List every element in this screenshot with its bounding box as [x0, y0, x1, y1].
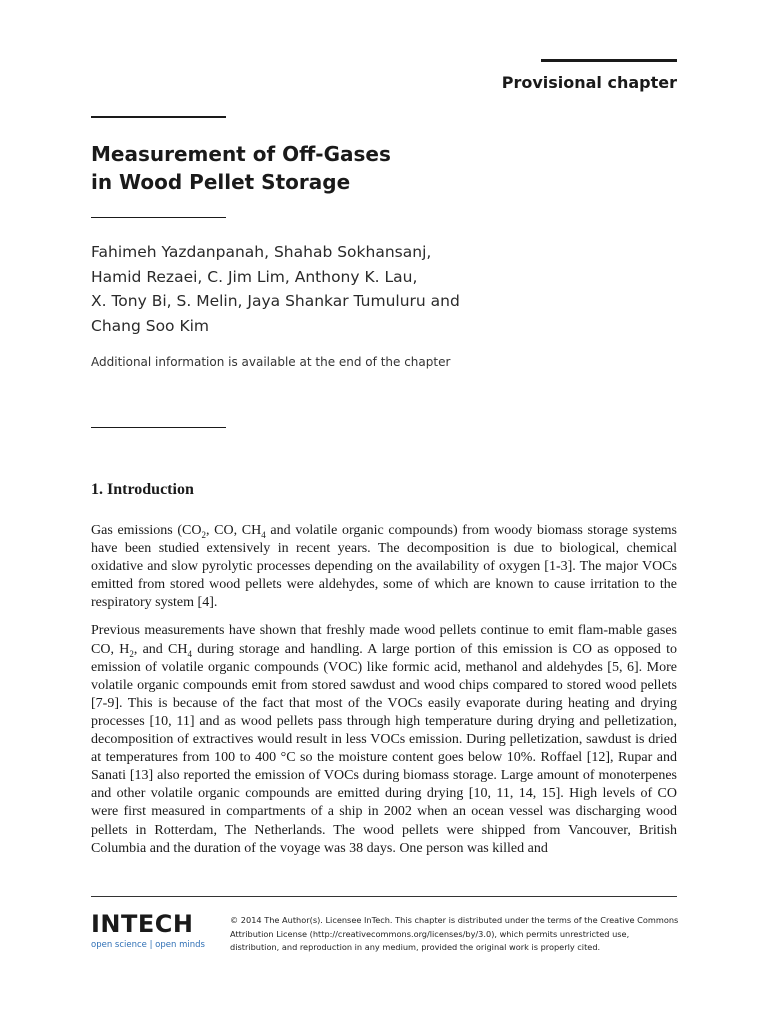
- author-line: X. Tony Bi, S. Melin, Jaya Shankar Tumuluru and: [91, 292, 460, 310]
- title-line-1: Measurement of Off-Gases: [91, 142, 391, 166]
- chapter-type-label: Provisional chapter: [501, 73, 677, 92]
- subscript: 4: [187, 648, 193, 659]
- section-heading: 1. Introduction: [91, 481, 194, 498]
- header-rule: [541, 59, 677, 62]
- body-text: [91, 522, 677, 868]
- author-line: Fahimeh Yazdanpanah, Shahab Sokhansanj,: [91, 243, 432, 261]
- text-run: , CO, CH: [205, 523, 262, 538]
- publisher-logo: [91, 911, 216, 950]
- copyright-notice: © 2014 The Author(s). Licensee InTech. This chapter is distributed under the terms of the Creative Commons Attribution License (http://creativecommons.org/licenses/by/3.0), which permits unrestricted use, distribution, and reproduction in any medium, provided the original work is properly cited.: [230, 915, 679, 952]
- title-rule-top: [91, 116, 226, 118]
- text-run: during storage and handling. A large portion of this emission is CO as opposed to emission of volatile organic compounds (VOC) like formic acid, methanol and aldehydes [5, 6]. More volatile organic compounds emit from stored sawdust and wood chips compared to stored wood pellets [7-9]. This is because of the fact that most of the VOCs easily evaporate during heating and drying processes [10, 11] and as wood pellets pass through high temperature during drying and pelletization, decomposition of extractives would result in less VOCs emission. During pelletization, sawdust is dried at temperatures from 100 to 400 °C so the moisture content goes below 10%. Roffael [12], Rupar and Sanati [13] also reported the emission of VOCs during biomass storage. Large amount of monoterpenes and other volatile organic compounds are emitted during drying [10, 11, 14, 15]. High levels of CO were first measured in compartments of a ship in 2002 when an ocean vessel was discharging wood pellets in Rotterdam, The Netherlands. The wood pellets were shipped from Vancouver, British Columbia and the duration of the voyage was 38 days. One person was killed and: [91, 641, 677, 856]
- author-list: [91, 240, 651, 338]
- text-run: Gas emissions (CO: [91, 523, 202, 538]
- section-rule: [91, 427, 226, 428]
- additional-info-note: Additional information is available at the end of the chapter: [91, 355, 451, 369]
- subscript: 2: [129, 648, 134, 659]
- title-line-2: in Wood Pellet Storage: [91, 170, 351, 194]
- text-run: and volatile organic compounds) from woody biomass storage systems have been studied extensively in recent years. The decomposition is due to biological, chemical oxidative and slow pyrolytic processes depending on the availability of oxygen [1-3]. The major VOCs emitted from stored wood pellets were aldehydes, some of which are known to cause irritation to the respiratory system [4].: [91, 523, 677, 611]
- chapter-title: [91, 140, 591, 196]
- subscript: 4: [261, 529, 266, 540]
- footer-rule: [91, 896, 677, 897]
- text-run: , and CH: [133, 641, 188, 657]
- subscript: 2: [201, 529, 206, 540]
- paragraph-2: [91, 622, 677, 857]
- logo-text: INTECH: [91, 910, 194, 938]
- logo-tagline: open science | open minds: [91, 940, 205, 950]
- text-run: Previous measurements have shown that freshly made wood pellets continue to emit flam-mable gases CO, H: [91, 623, 677, 657]
- author-line: Chang Soo Kim: [91, 316, 210, 335]
- author-line: Hamid Rezaei, C. Jim Lim, Anthony K. Lau,: [91, 267, 418, 286]
- title-rule-bottom: [91, 217, 226, 218]
- paragraph-1: [91, 522, 677, 612]
